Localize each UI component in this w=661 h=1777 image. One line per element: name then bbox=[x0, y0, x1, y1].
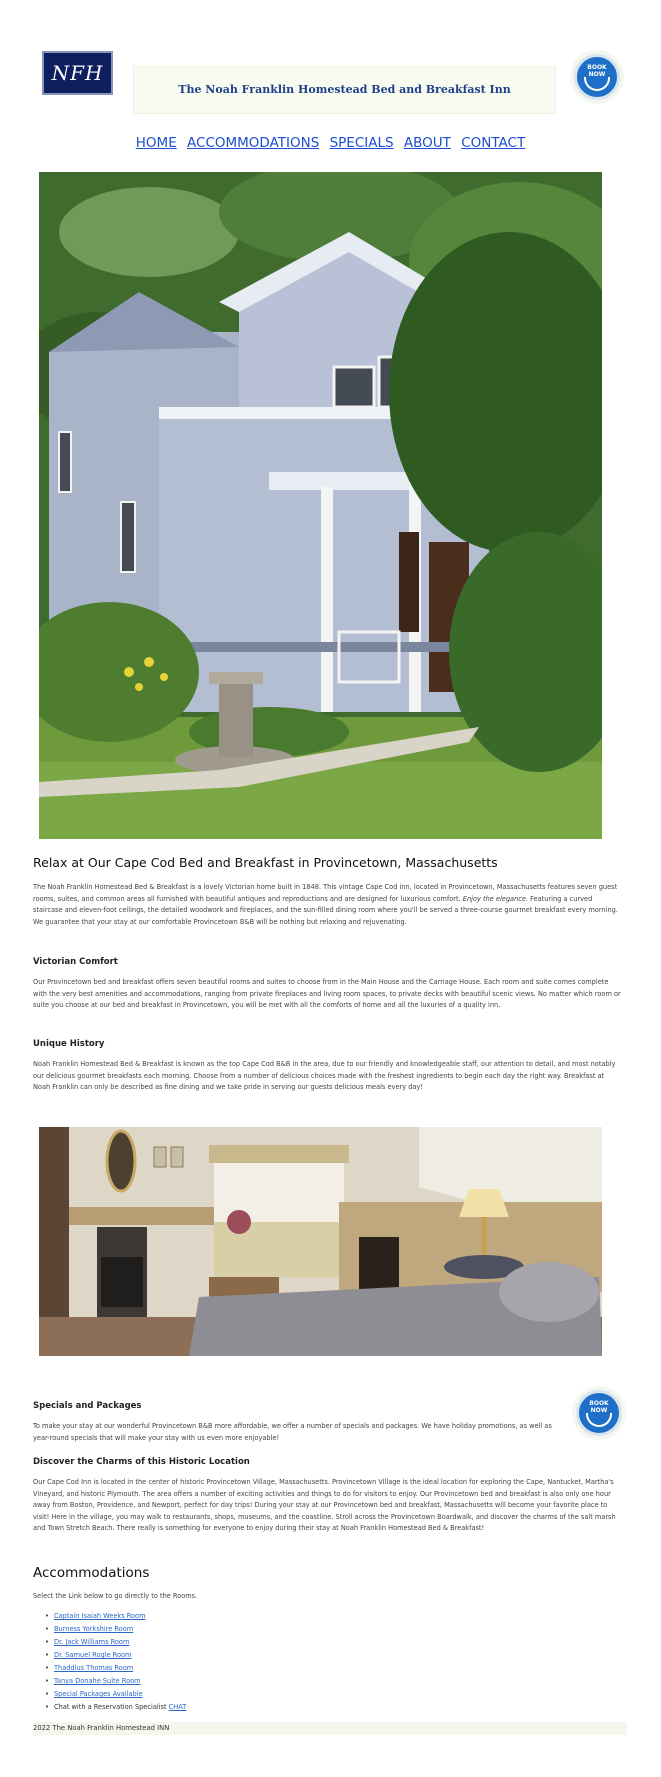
room-link-list bbox=[54, 1610, 186, 1714]
room-link[interactable]: Captain Isaiah Weeks Room bbox=[54, 1612, 146, 1620]
site-logo[interactable] bbox=[42, 51, 113, 95]
footer-text: 2022 The Noah Franklin Homestead INN bbox=[33, 1724, 170, 1732]
special-packages-link[interactable]: Special Packages Available bbox=[54, 1690, 143, 1698]
room-link[interactable]: Dr. Jack Williams Room bbox=[54, 1638, 130, 1646]
room-link[interactable]: Tanya Donahe Suite Room bbox=[54, 1677, 141, 1685]
room-link[interactable]: Dr. Samuel Rogle Room bbox=[54, 1651, 132, 1659]
chat-text: Chat with a Reservation Specialist bbox=[54, 1703, 167, 1711]
history-paragraph: Noah Franklin Homestead Bed & Breakfast is known as the top Cape Cod B&B in the area, due to our friendly and knowledgeable staff, our attention to detail, and most notably our delicious gourmet breakfasts each morning. Choose from a number of delicious choices made with the freshest ingredients to begin each day the right way. Breakfast at Noah Franklin can only be described as fine dining and we take pride in serving our guests delicious meals every day! bbox=[33, 1060, 616, 1092]
list-item bbox=[54, 1688, 186, 1701]
charms-heading: Discover the Charms of this Historic Location bbox=[33, 1457, 250, 1467]
accommodations-heading: Accommodations bbox=[33, 1565, 150, 1581]
nav-specials[interactable]: SPECIALS bbox=[329, 135, 394, 151]
book-now-label-secondary: BOOK NOW bbox=[589, 1400, 609, 1414]
list-item bbox=[54, 1636, 186, 1649]
intro-heading: Relax at Our Cape Cod Bed and Breakfast in Provincetown, Massachusetts bbox=[33, 855, 498, 870]
nav-contact[interactable]: CONTACT bbox=[461, 135, 526, 151]
book-now-button[interactable] bbox=[574, 54, 620, 100]
list-item bbox=[54, 1662, 186, 1675]
accommodations-intro: Select the Link below to go directly to the Rooms. bbox=[33, 1592, 198, 1600]
nav-home[interactable]: HOME bbox=[135, 135, 177, 151]
charms-paragraph: Our Cape Cod Inn is located in the center of historic Provincetown Village, Massachusetts. Provincetown Village is the ideal location for exploring the Cape, Nantucket, Martha's Vineyard, and historic Plymouth. The area offers a number of exciting activities and things to do for visitors to enjoy. Our Provincetown bed and breakfast is also only one hour away from Boston, Providence, and Newport, perfect for day trips! During your stay at our Provincetown bed and breakfast, Massachusetts will become your favorite place to visit! Here in the village, you may walk to restaurants, shops, museums, and the coastline. Stroll across the Provincetown Boardwalk, and discover the charms of the salt marsh and Town Stretch Beach. There really is something for everyone to enjoy during their stay at Noah Franklin Homestead Bed & Breakfast! bbox=[33, 1478, 616, 1533]
site-title: The Noah Franklin Homestead Bed and Breakfast Inn bbox=[178, 83, 511, 96]
specials-paragraph: To make your stay at our wonderful Provincetown B&B more affordable, we offer a number of specials and packages. We have holiday promotions, as well as year-round specials that will make your stay with us even more enjoyable! bbox=[33, 1422, 552, 1442]
list-item bbox=[54, 1623, 186, 1636]
book-now-label: BOOK NOW bbox=[587, 64, 607, 78]
list-item bbox=[54, 1701, 186, 1714]
site-title-banner bbox=[133, 66, 556, 114]
hero-illustration bbox=[39, 172, 602, 839]
room-photo-bedroom bbox=[39, 1127, 602, 1356]
chat-link[interactable]: CHAT bbox=[168, 1703, 187, 1711]
main-nav bbox=[0, 135, 661, 151]
list-item bbox=[54, 1649, 186, 1662]
intro-text-1: The Noah Franklin Homestead Bed & Breakfast is a lovely Victorian home built in 1848. This vintage Cape Cod inn, located in Provincetown, Massachusetts features seven guest rooms, suites, and common areas all furnished with beautiful antiques and reproductions and are designed for luxurious comfort. bbox=[33, 883, 618, 903]
book-now-icon-secondary bbox=[586, 1413, 612, 1427]
list-item bbox=[54, 1610, 186, 1623]
room-illustration bbox=[39, 1127, 602, 1356]
intro-text-emphasis: Enjoy the elegance. bbox=[462, 894, 529, 903]
footer bbox=[33, 1722, 627, 1735]
hero-photo-inn-exterior bbox=[39, 172, 602, 839]
room-link[interactable]: Burness Yorkshire Room bbox=[54, 1625, 134, 1633]
specials-heading: Specials and Packages bbox=[33, 1401, 142, 1411]
nav-accommodations[interactable]: ACCOMMODATIONS bbox=[187, 135, 320, 151]
intro-paragraph bbox=[33, 882, 623, 928]
victorian-heading: Victorian Comfort bbox=[33, 957, 118, 967]
intro-text-2: Featuring a curved staircase and eleven-foot ceilings, the detailed woodwork and fireplaces, and the sun-filled dining room where you'll be served a three-course gourmet breakfast every morning. We guarantee that your stay at our comfortable Provincetown B&B will be nothing but relaxing and rejuvenating. bbox=[33, 894, 618, 926]
list-item bbox=[54, 1675, 186, 1688]
book-now-icon bbox=[584, 77, 610, 91]
victorian-paragraph: Our Provincetown bed and breakfast offers seven beautiful rooms and suites to choose from in the Main House and the Carriage House. Each room and suite comes complete with the very best amenities and accommodations, ranging from private fireplaces and living room spaces, to private decks with beautiful scenic views. No matter which room or suite you choose at our bed and breakfast in Provincetown, you will be met with all the comforts of home and all the luxuries of a quality inn. bbox=[33, 978, 621, 1010]
nav-about[interactable]: ABOUT bbox=[403, 135, 451, 151]
room-link[interactable]: Thaddius Thomas Room bbox=[54, 1664, 134, 1672]
book-now-button-secondary[interactable] bbox=[576, 1390, 622, 1436]
history-heading: Unique History bbox=[33, 1039, 105, 1049]
logo-text: NFH bbox=[51, 61, 104, 85]
